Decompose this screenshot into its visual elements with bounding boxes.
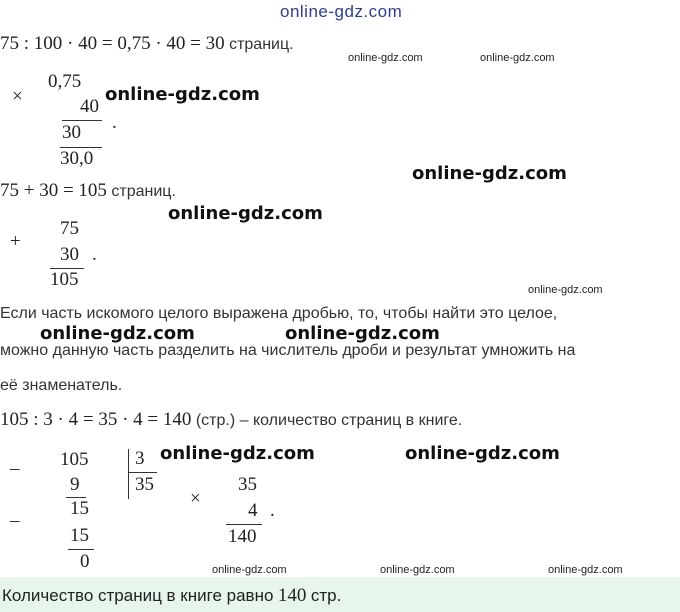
- mult-dot: .: [112, 112, 117, 133]
- step2-unit: страниц.: [111, 183, 176, 200]
- mult-underline: [226, 524, 262, 525]
- mult-underline: [62, 120, 102, 121]
- step2-line: [0, 180, 176, 202]
- watermark-big: online-gdz.com: [405, 443, 560, 464]
- subtrahend-1: 9: [70, 474, 80, 495]
- watermark-small: online-gdz.com: [480, 52, 555, 64]
- add-result: 105: [50, 269, 79, 290]
- subtrahend-2: 15: [70, 525, 89, 546]
- watermark-big: online-gdz.com: [160, 443, 315, 464]
- add-term-b: 30: [60, 244, 79, 265]
- quotient: 35: [135, 474, 154, 495]
- step3-expression: 105 : 3 · 4 = 35 · 4 = 140: [0, 409, 192, 430]
- answer-unit: стр.: [310, 586, 342, 605]
- answer-value: 140: [277, 585, 307, 606]
- step3-line: [0, 409, 462, 431]
- watermark-big: online-gdz.com: [105, 84, 260, 105]
- mult-factor-b: 40: [80, 96, 99, 117]
- subtract-underline: [68, 549, 94, 550]
- watermark-small: online-gdz.com: [528, 284, 603, 296]
- top-watermark: online-gdz.com: [280, 2, 403, 21]
- watermark-small: online-gdz.com: [548, 564, 623, 576]
- rule-line-2: можно данную часть разделить на числитель дроби и результат умножить на: [0, 342, 576, 359]
- answer-text: Количество страниц в книге равно: [2, 586, 274, 605]
- watermark-small: online-gdz.com: [212, 564, 287, 576]
- mult-factor-a: 35: [238, 474, 257, 495]
- dividend: 105: [60, 449, 89, 470]
- divisor-underline: [129, 472, 157, 473]
- mult-dot: .: [270, 500, 275, 521]
- mult-result: 30,0: [60, 148, 94, 169]
- step3-unit: (стр.) – количество страниц в книге.: [195, 412, 463, 429]
- watermark-big: online-gdz.com: [412, 163, 567, 184]
- multiply-sign: ×: [190, 488, 201, 509]
- watermark-big: online-gdz.com: [40, 323, 195, 344]
- watermark-big: online-gdz.com: [285, 323, 440, 344]
- rule-line-1: Если часть искомого целого выражена дробью, то, чтобы найти это целое,: [0, 305, 558, 322]
- mult-factor-a: 0,75: [48, 71, 82, 92]
- step2-expression: 75 + 30 = 105: [0, 180, 107, 201]
- rule-line-3: её знаменатель.: [0, 377, 123, 394]
- remainder-1: 15: [70, 498, 89, 519]
- division-bracket: [128, 449, 129, 499]
- step1-unit: страниц.: [229, 36, 294, 53]
- minus-sign: –: [10, 510, 20, 531]
- add-term-a: 75: [60, 218, 79, 239]
- minus-sign: –: [10, 458, 20, 479]
- remainder-final: 0: [80, 551, 90, 572]
- mult-partial: 30: [62, 122, 81, 143]
- watermark-big: online-gdz.com: [168, 203, 323, 224]
- step1-line: [0, 33, 294, 55]
- multiply-sign: ×: [12, 86, 23, 107]
- step1-expression: 75 : 100 · 40 = 0,75 · 40 = 30: [0, 33, 225, 54]
- watermark-small: online-gdz.com: [380, 564, 455, 576]
- watermark-small: online-gdz.com: [348, 52, 423, 64]
- mult-factor-b: 4: [248, 500, 258, 521]
- add-dot: .: [92, 244, 97, 265]
- plus-sign: +: [10, 231, 21, 252]
- divisor: 3: [135, 448, 145, 469]
- mult-result: 140: [228, 526, 257, 547]
- answer-line: [2, 585, 341, 607]
